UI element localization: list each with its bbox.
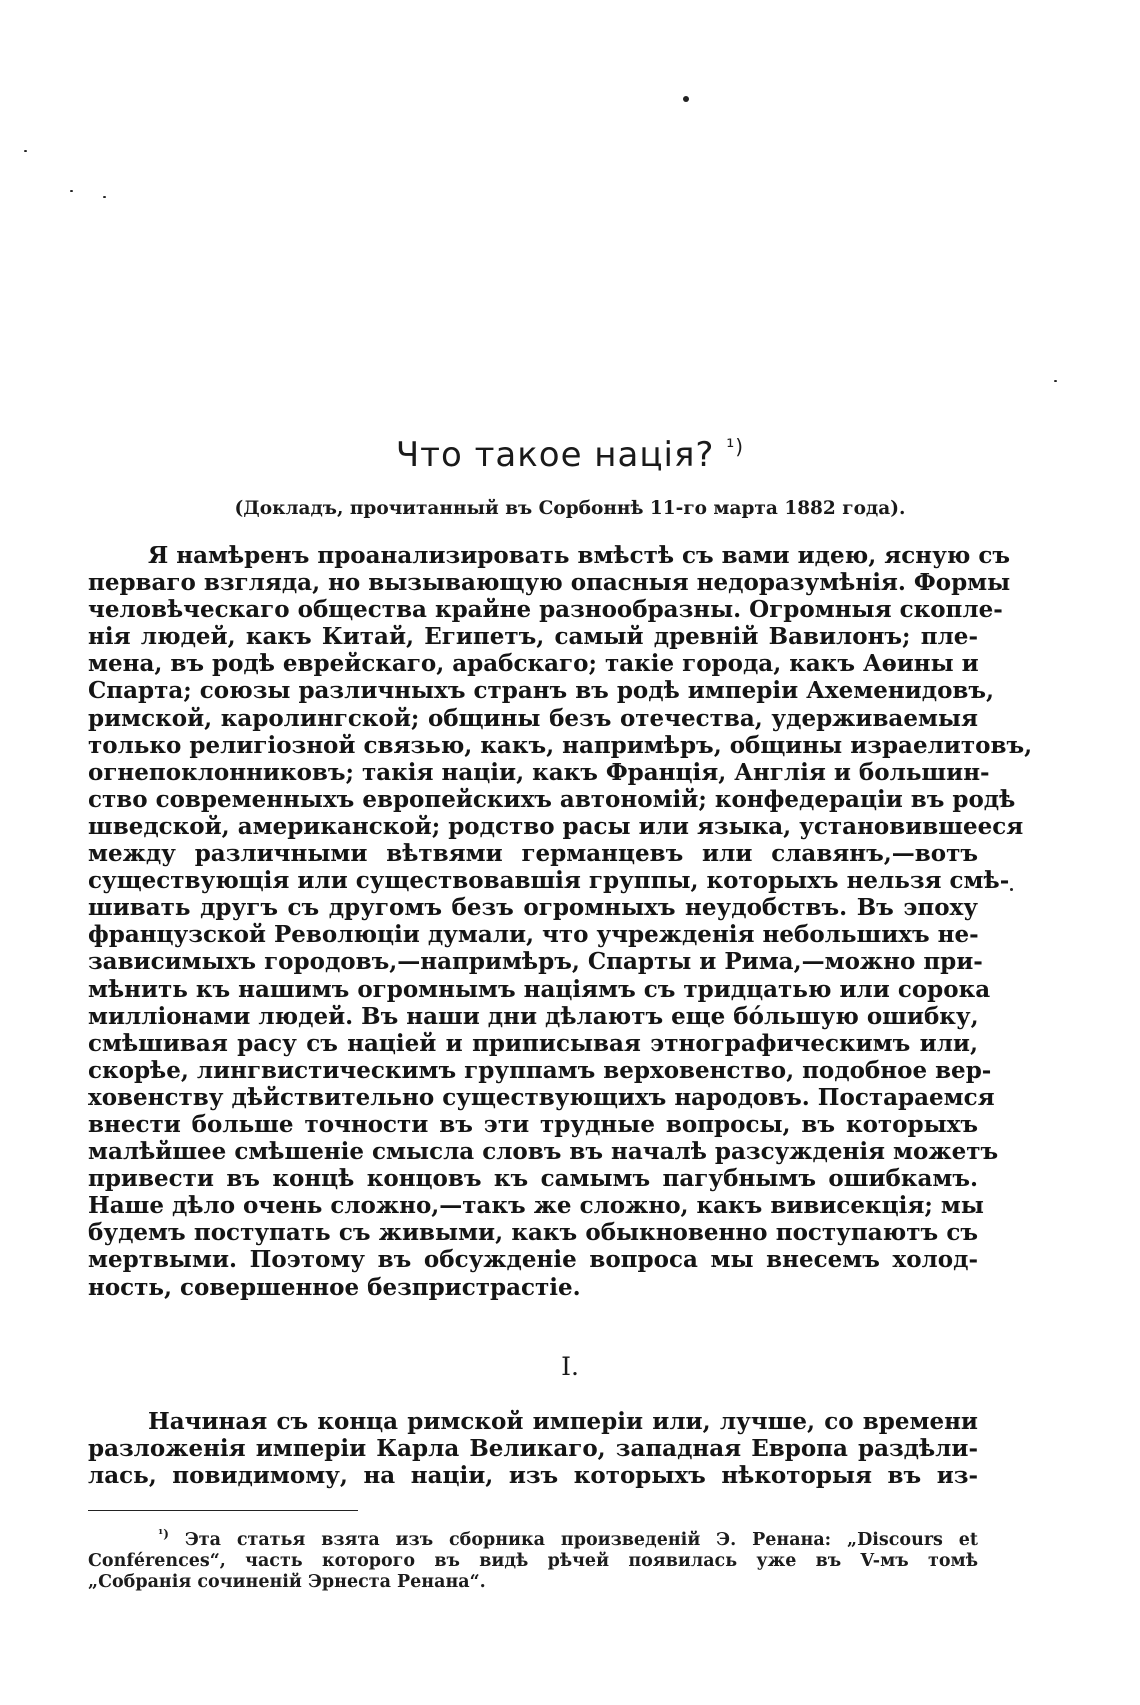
text-line: мертвыми. Поэтому въ обсужденіе вопроса мы внесемъ холод- <box>88 1246 978 1274</box>
paragraph-2 <box>88 1408 978 1489</box>
scan-speck <box>1010 888 1013 891</box>
footnote-divider <box>88 1510 358 1511</box>
text-line: между различными вѣтвями германцевъ или славянъ,—вотъ <box>88 840 978 868</box>
text-line: внести больше точности въ эти трудные вопросы, въ которыхъ <box>88 1110 978 1138</box>
scan-speck <box>1054 380 1057 382</box>
footnote-line: „Собранія сочиненій Эрнеста Ренана“. <box>88 1572 486 1592</box>
subtitle: (Докладъ, прочитанный въ Сорбоннѣ 11-го марта 1882 года). <box>234 498 906 519</box>
scan-speck <box>103 196 106 198</box>
scan-speck <box>24 150 27 152</box>
footnote-line-text: Эта статья взята изъ сборника произведеній Э. Ренана: „Discours et <box>184 1530 979 1550</box>
text-line: огнепоклонниковъ; такія націи, какъ Франція, Англія и большин- <box>88 758 990 786</box>
text-line: лась, повидимому, на націи, изъ которыхъ нѣкоторыя въ из- <box>88 1462 978 1490</box>
title-text: Что такое нація? <box>395 435 715 475</box>
text-line: Я намѣренъ проанализировать вмѣстѣ съ вами идею, ясную съ <box>148 542 1011 569</box>
text-line: ство современныхъ европейскихъ автономій; конфедераціи въ родѣ <box>88 785 1016 813</box>
text-line: разложенія имперіи Карла Великаго, западная Европа раздѣли- <box>88 1435 978 1463</box>
footnote-mark: ¹) <box>158 1527 169 1542</box>
text-line: шведской, американской; родство расы или языка, установившееся <box>88 812 1024 840</box>
text-line: мена, въ родѣ еврейскаго, арабскаго; такіе города, какъ Аѳины и <box>88 650 979 678</box>
text-line: Спарта; союзы различныхъ странъ въ родѣ имперіи Ахеменидовъ, <box>88 677 995 705</box>
text-line: ность, совершенное безпристрастіе. <box>88 1273 581 1301</box>
text-line: мѣнить къ нашимъ огромнымъ націямъ съ тридцатью или сорока <box>88 975 991 1003</box>
text-line: зависимыхъ городовъ,—напримѣръ, Спарты и Рима,—можно при- <box>88 948 983 976</box>
scan-speck <box>70 190 73 192</box>
text-line: ховенству дѣйствительно существующихъ народовъ. Постараемся <box>88 1083 995 1111</box>
text-line: человѣческаго общества крайне разнообразны. Огромныя скопле- <box>88 596 1003 624</box>
text-line: Наше дѣло очень сложно,—такъ же сложно, какъ вивисекція; мы <box>88 1192 984 1220</box>
text-line: римской, каролингской; общины безъ отечества, удерживаемыя <box>88 704 978 732</box>
text-line: скорѣе, лингвистическимъ группамъ верховенство, подобное вер- <box>88 1056 992 1084</box>
footnote-line: Conférences“, часть которого въ видѣ рѣчей появилась уже въ V-мъ томѣ <box>88 1551 978 1571</box>
page-title <box>0 435 1140 475</box>
text-line: смѣшивая расу съ націей и приписывая этнографическимъ или, <box>88 1029 978 1057</box>
text-line: только религіозной связью, какъ, напримѣръ, общины израелитовъ, <box>88 731 1033 759</box>
text-line: нія людей, какъ Китай, Египетъ, самый древній Вавилонъ; пле- <box>88 623 978 651</box>
text-line: французской Революціи думали, что учрежденія небольшихъ не- <box>88 921 979 949</box>
text-line: Начиная съ конца римской имперіи или, лучше, со времени <box>148 1408 978 1435</box>
footnote-line <box>88 1527 979 1551</box>
text-line: будемъ поступать съ живыми, какъ обыкновенно поступаютъ съ <box>88 1219 978 1247</box>
text-line: перваго взгляда, но вызывающую опасныя недоразумѣнія. Формы <box>88 569 1011 597</box>
text-line: шивать другъ съ другомъ безъ огромныхъ неудобствъ. Въ эпоху <box>88 894 978 922</box>
text-line: существующія или существовавшія группы, которыхъ нельзя смѣ- <box>88 867 1010 895</box>
text-line: привести въ концѣ концовъ къ самымъ пагубнымъ ошибкамъ. <box>88 1165 978 1193</box>
paragraph-1 <box>88 542 1033 1301</box>
footnote <box>88 1527 979 1593</box>
title-footnote-mark: ¹) <box>726 434 745 459</box>
text-line: малѣйшее смѣшеніе смысла словъ въ началѣ разсужденія можетъ <box>88 1138 999 1166</box>
text-line: милліонами людей. Въ наши дни дѣлаютъ еще бо́льшую ошибку, <box>88 1002 979 1030</box>
section-heading: I. <box>561 1352 579 1381</box>
scan-speck <box>683 96 689 102</box>
